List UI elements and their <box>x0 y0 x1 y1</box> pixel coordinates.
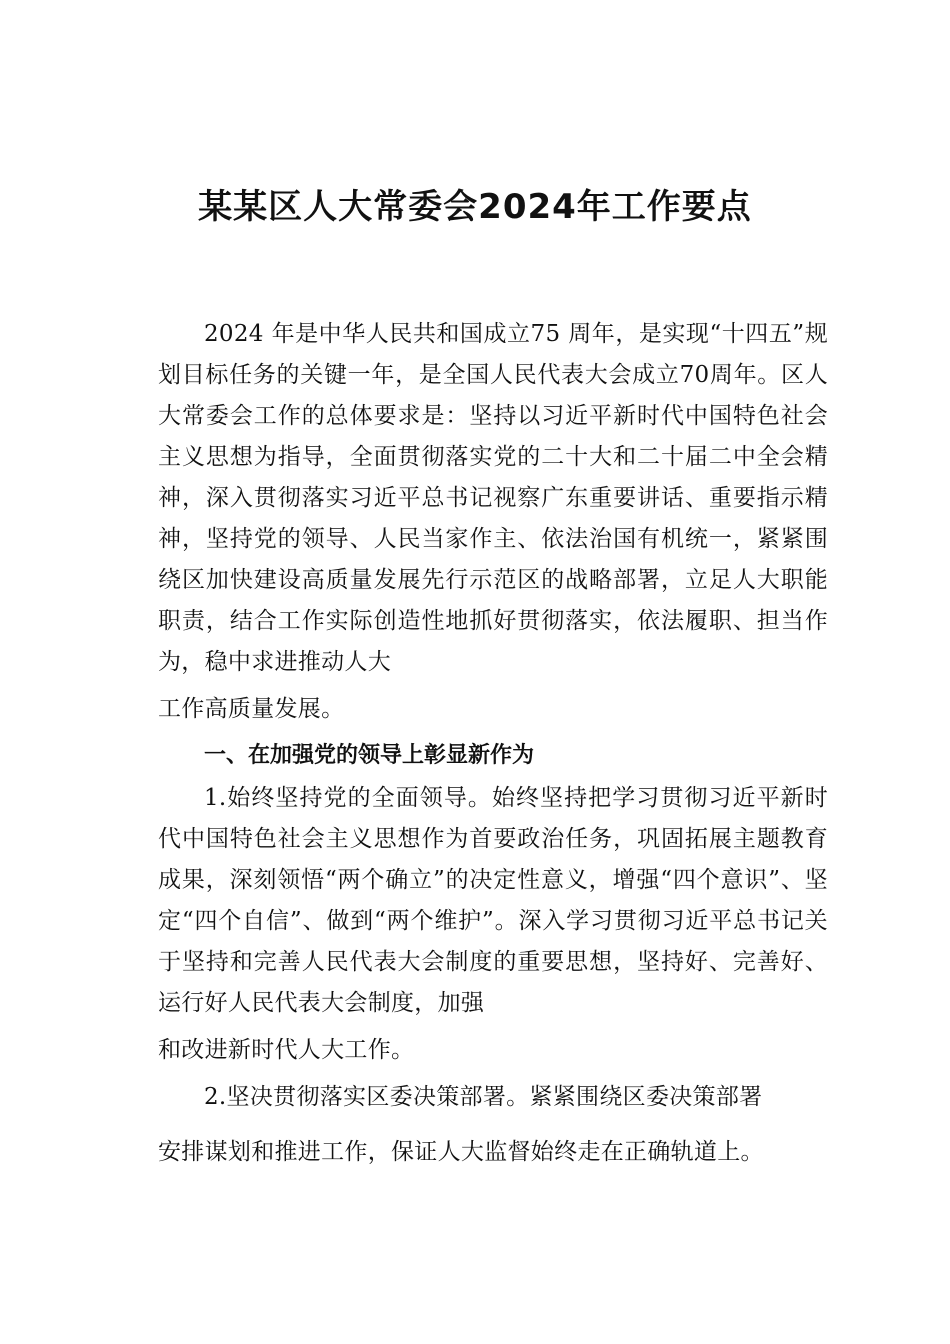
section-heading-1: 一、在加强党的领导上彰显新作为 <box>204 743 535 768</box>
item-2-tail-text: 安排谋划和推进工作，保证人大监督始终走在正确轨道上。 <box>158 1139 764 1165</box>
item-1-paragraph <box>158 778 828 1071</box>
intro-tail-text: 工作高质量发展。 <box>158 696 345 722</box>
item-2-paragraph <box>158 1077 828 1173</box>
document-body <box>158 314 828 1173</box>
item-1-tail-text: 和改进新时代人大工作。 <box>158 1037 415 1063</box>
item-1-text: 1.始终坚持党的全面领导。始终坚持把学习贯彻习近平新时代中国特色社会主义思想作为首要政治任务，巩固拓展主题教育成果，深刻领悟“两个确立”的决定性意义，增强“四个意识”、坚定“四个自信”、做到“两个维护”。深入学习贯彻习近平总书记关于坚持和完善人民代表大会制度的重要思想，坚持好、完善好、运行好人民代表大会制度，加强 <box>158 785 828 1016</box>
document-title: 某某区人大常委会2024年工作要点 <box>198 187 752 227</box>
intro-text: 2024 年是中华人民共和国成立75 周年，是实现“十四五”规划目标任务的关键一年，是全国人民代表大会成立70周年。区人大常委会工作的总体要求是：坚持以习近平新时代中国特色社会主义思想为指导，全面贯彻落实党的二十大和二十届二中全会精神，深入贯彻落实习近平总书记视察广东重要讲话、重要指示精神，坚持党的领导、人民当家作主、依法治国有机统一，紧紧围绕区加快建设高质量发展先行示范区的战略部署，立足人大职能职责，结合工作实际创造性地抓好贯彻落实，依法履职、担当作为，稳中求进推动人大 <box>158 321 828 675</box>
item-2-text: 2.坚决贯彻落实区委决策部署。紧紧围绕区委决策部署 <box>204 1084 763 1110</box>
intro-paragraph <box>158 314 828 730</box>
